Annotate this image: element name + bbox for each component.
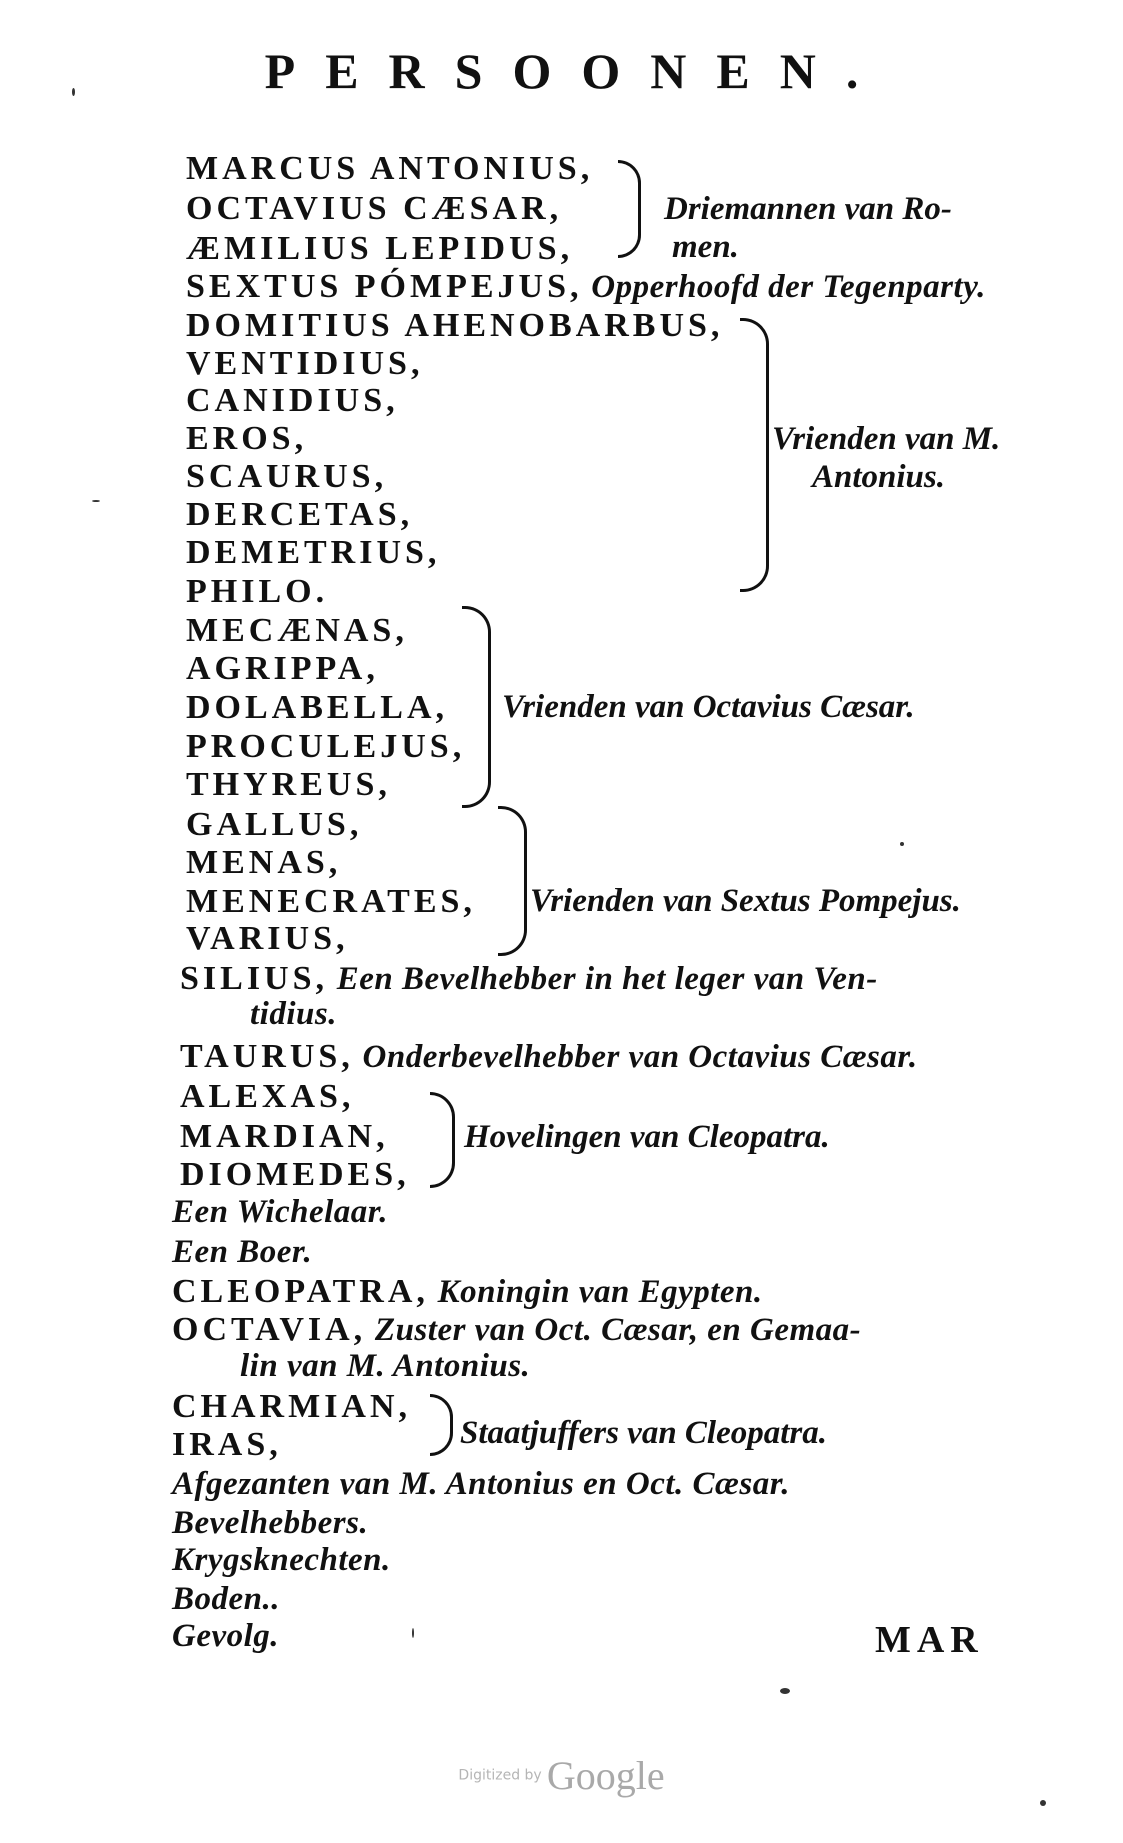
person-description: tidius. (250, 996, 337, 1032)
person-line-octavia (172, 1313, 861, 1347)
print-speck (1040, 1800, 1046, 1806)
person-name: SEXTUS PÓMPEJUS, (186, 268, 583, 305)
person-line-domitius (186, 309, 723, 343)
person-line-philo (186, 575, 328, 609)
person-line-aemilius (186, 232, 573, 266)
person-description: Zuster van Oct. Cæsar, en Gemaa- (366, 1312, 862, 1348)
person-line-marcus (186, 152, 593, 186)
catchword: MAR (875, 1619, 984, 1661)
person-name: AGRIPPA, (186, 650, 379, 687)
person-line-silius (180, 962, 878, 996)
person-line-cleopatra (172, 1275, 763, 1309)
person-line-proculejus (186, 730, 465, 764)
person-name: MECÆNAS, (186, 612, 408, 649)
group-label-hovelingen: Hovelingen van Cleopatra. (464, 1119, 830, 1155)
person-line-sextus (186, 270, 986, 304)
group-label-vrienden-octavius: Vrienden van Octavius Cæsar. (502, 689, 915, 725)
person-description: lin van M. Antonius. (240, 1348, 531, 1384)
person-name: MENAS, (186, 844, 342, 881)
person-line-demetrius (186, 536, 440, 570)
person-line-menas (186, 846, 341, 880)
person-line-menecrates (186, 885, 476, 919)
person-name: VENTIDIUS, (186, 345, 424, 382)
person-description: Onderbevelhebber van Octavius Cæsar. (353, 1039, 918, 1075)
person-line-agrippa (186, 652, 379, 686)
brace-staatjuffers (430, 1394, 453, 1456)
person-line-bevelhebbers (172, 1507, 368, 1540)
group-label-staatjuffers: Staatjuffers van Cleopatra. (460, 1415, 828, 1451)
print-speck (900, 842, 904, 846)
person-line-afgezanten (172, 1468, 790, 1501)
person-description: Een Bevelhebber in het leger van Ven- (328, 961, 878, 997)
person-description: Afgezanten van M. Antonius en Oct. Cæsar. (172, 1466, 790, 1502)
person-description: Krygsknechten. (172, 1542, 391, 1578)
group-label-driemannen: Driemannen van Ro- men. (664, 191, 952, 265)
person-name: DOLABELLA, (186, 689, 448, 726)
person-name: CHARMIAN, (172, 1388, 412, 1425)
print-speck (92, 500, 100, 502)
person-line-canidius (186, 384, 399, 418)
person-line-boden (172, 1583, 280, 1616)
person-line-iras (172, 1428, 282, 1462)
person-name: THYREUS, (186, 766, 391, 803)
person-description: Gevolg. (172, 1618, 280, 1654)
person-name: SCAURUS, (186, 458, 388, 495)
brace-hovelingen (430, 1092, 455, 1188)
person-name: ALEXAS, (180, 1078, 355, 1115)
print-speck (412, 1628, 414, 1638)
person-name: PROCULEJUS, (186, 728, 466, 765)
person-name: IRAS, (172, 1426, 282, 1463)
brace-driemannen (618, 160, 641, 258)
person-line-wichelaar (172, 1196, 388, 1229)
person-description: Een Boer. (172, 1234, 313, 1270)
person-line-gevolg (172, 1620, 279, 1653)
person-name: VARIUS, (186, 920, 349, 957)
page-title: PERSOONEN. (264, 43, 889, 99)
person-name: OCTAVIA, (172, 1311, 367, 1348)
group-label-vrienden-sextus: Vrienden van Sextus Pompejus. (530, 883, 961, 919)
person-name: GALLUS, (186, 806, 363, 843)
person-line-taurus (180, 1040, 918, 1074)
person-name: DERCETAS, (186, 496, 414, 533)
person-line-mecaenas (186, 614, 408, 648)
person-line-diomedes (180, 1158, 410, 1192)
person-name: CLEOPATRA, (172, 1273, 429, 1310)
person-line-eros (186, 422, 307, 456)
person-name: DIOMEDES, (180, 1156, 410, 1193)
person-line-dercetas (186, 498, 413, 532)
person-line-krygsknechten (172, 1544, 391, 1577)
person-description: Een Wichelaar. (172, 1194, 389, 1230)
person-line-varius (186, 922, 348, 956)
person-line-boer (172, 1236, 312, 1269)
person-line-dolabella (186, 691, 448, 725)
print-speck (780, 1688, 790, 1694)
person-line-mardian (180, 1120, 389, 1154)
brace-vrienden-sextus (498, 806, 527, 956)
digitization-watermark (0, 1752, 1123, 1799)
person-name: MARCUS ANTONIUS, (186, 150, 594, 187)
person-name: MARDIAN, (180, 1118, 389, 1155)
person-name: OCTAVIUS CÆSAR, (186, 190, 563, 227)
group-label-vrienden-antonius: Vrienden van M. Antonius. (772, 421, 1001, 495)
person-name: SILIUS, (180, 960, 329, 997)
person-description: Boden.. (172, 1581, 281, 1617)
person-name: MENECRATES, (186, 883, 476, 920)
person-name: PHILO. (186, 573, 329, 610)
person-line-silius2 (250, 998, 337, 1031)
person-description: Koningin van Egypten. (428, 1274, 763, 1310)
person-name: TAURUS, (180, 1038, 354, 1075)
person-line-scaurus (186, 460, 387, 494)
person-line-alexas (180, 1080, 354, 1114)
person-name: CANIDIUS, (186, 382, 399, 419)
print-speck (72, 88, 75, 96)
watermark-brand: Google (546, 1753, 665, 1798)
person-name: ÆMILIUS LEPIDUS, (186, 230, 574, 267)
person-description: Opperhoofd der Tegenparty. (582, 269, 986, 305)
person-name: EROS, (186, 420, 308, 457)
person-name: DOMITIUS AHENOBARBUS, (186, 307, 724, 344)
watermark-prefix: Digitized by (458, 1767, 542, 1784)
person-line-octavius (186, 192, 562, 226)
person-name: DEMETRIUS, (186, 534, 441, 571)
person-line-octavia2 (240, 1350, 530, 1383)
brace-vrienden-octavius (462, 606, 491, 808)
brace-vrienden-antonius (740, 318, 769, 592)
person-line-gallus (186, 808, 362, 842)
person-line-ventidius (186, 347, 423, 381)
person-line-charmian (172, 1390, 411, 1424)
person-description: Bevelhebbers. (172, 1505, 369, 1541)
person-line-thyreus (186, 768, 391, 802)
